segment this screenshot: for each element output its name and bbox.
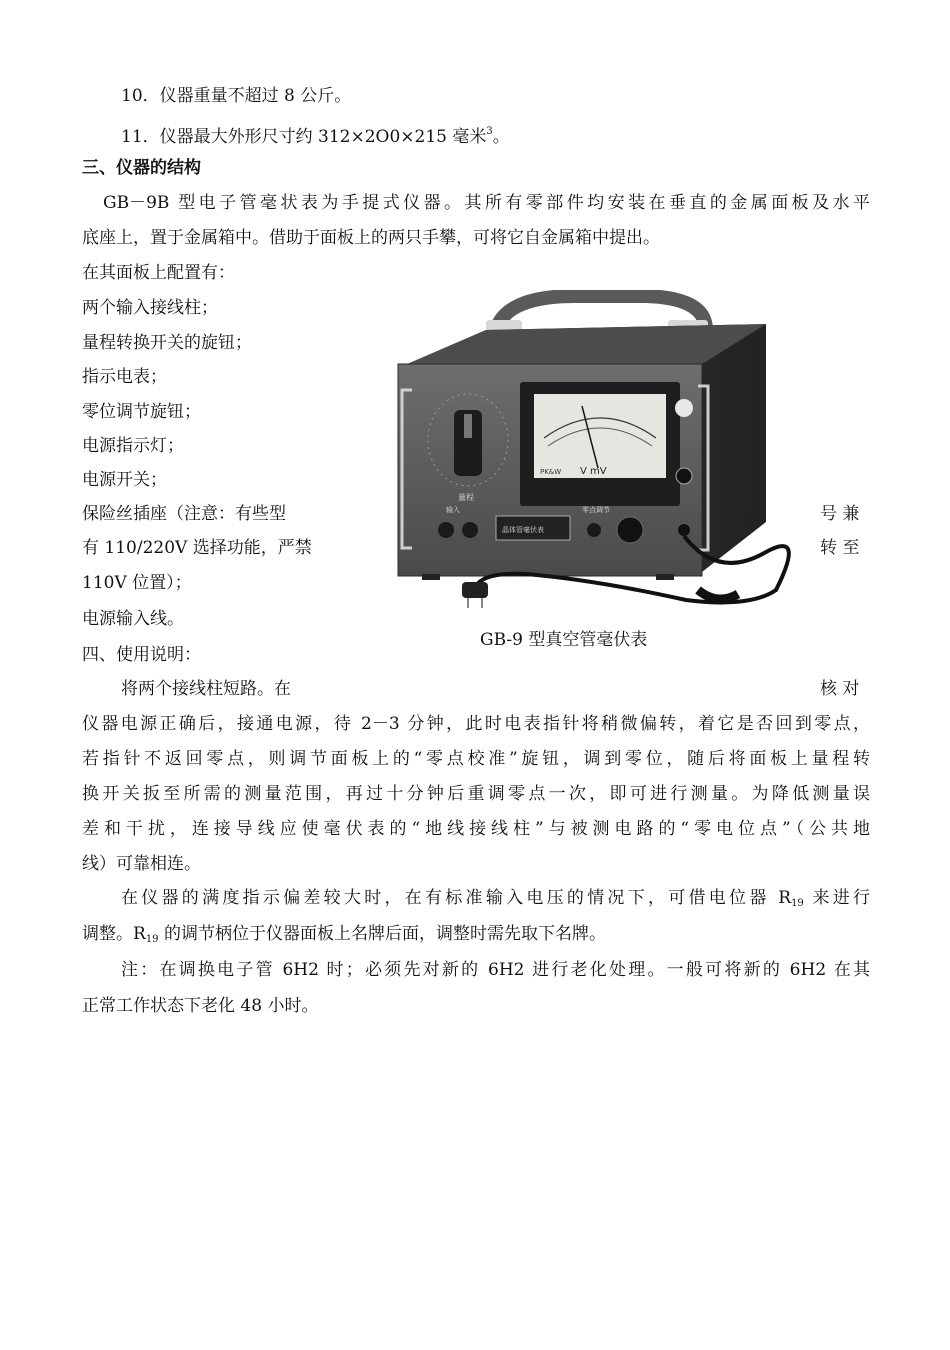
- panel-item: 零位调节旋钮；: [82, 402, 201, 422]
- panel-item: 有 110/220V 选择功能，严禁: [82, 538, 312, 558]
- usage-line: 换开关扳至所需的测量范围，再过十分钟后重调零点一次，即可进行测量。为降低测量误: [82, 784, 870, 804]
- usage-line: 仪器电源正确后，接通电源，待 2－3 分钟，此时电表指针将稍微偏转，着它是否回到零点，: [82, 714, 870, 734]
- power-cord-coil: [698, 590, 738, 599]
- calibration-line2: 调整。$R_{19}$ 的调节柄位于仪器面板上名牌后面，调整时需先取下名牌。: [82, 924, 606, 945]
- note-line2: 正常工作状态下老化 48 小时。: [82, 996, 319, 1016]
- zero-label: 零点调节: [582, 506, 610, 514]
- power-plug: [462, 582, 488, 598]
- meter-unit: V mV: [580, 466, 607, 477]
- panel-item: 电源指示灯；: [82, 436, 184, 456]
- foot: [422, 574, 440, 580]
- note-line1: 注：在调换电子管 6H2 时；必须先对新的 6H2 进行老化处理。一般可将新的 6H2 在其: [121, 960, 870, 980]
- usage-line: 将两个接线柱短路。在: [121, 679, 291, 699]
- spec-item-weight: 10．仪器重量不超过 8 公斤。: [121, 86, 352, 106]
- panel-item-wrap: 号 兼: [820, 504, 860, 524]
- calibration-line1: 在仪器的满度指示偏差较大时，在有标准输入电压的情况下，可借电位器 $R_{19}$ 来进行: [121, 888, 871, 909]
- usage-line: 线）可靠相连。: [82, 854, 201, 874]
- input-label: 输入: [446, 506, 460, 514]
- millivoltmeter-photo: [346, 290, 810, 620]
- panel-item: 指示电表；: [82, 367, 167, 387]
- section-heading-usage: 四、使用说明：: [82, 645, 201, 665]
- panel-item: 量程转换开关的旋钮；: [82, 333, 252, 353]
- input-terminal-1: [438, 522, 454, 538]
- power-switch: [676, 468, 692, 484]
- paragraph-structure-line1: GB－9B 型电子管毫状表为手提式仪器。其所有零部件均安装在垂直的金属面板及水平: [103, 193, 870, 213]
- nameplate-text: 晶体管毫伏表: [502, 526, 544, 534]
- panel-item: 两个输入接线柱；: [82, 298, 218, 318]
- power-indicator-lamp: [675, 399, 693, 417]
- panel-item-wrap: 转 至: [820, 538, 860, 558]
- meter-brand: PK&W: [540, 468, 562, 476]
- foot: [656, 574, 674, 580]
- fuse-holder: [678, 524, 690, 536]
- panel-intro: 在其面板上配置有：: [82, 263, 235, 283]
- input-terminal-2: [462, 522, 478, 538]
- range-knob-pointer: [464, 414, 472, 438]
- usage-line: 差和干扰，连接导线应使毫伏表的“地线接线柱”与被测电路的“零电位点”（公共地: [82, 819, 870, 839]
- zero-adjust-knob: [617, 517, 643, 543]
- photo-caption: GB-9 型真空管毫伏表: [480, 630, 648, 650]
- panel-item: 110V 位置）；: [82, 573, 192, 593]
- usage-line: 若指针不返回零点，则调节面板上的“零点校准”旋钮，调到零位，随后将面板上量程转: [82, 749, 870, 769]
- usage-line-wrap: 核 对: [820, 679, 860, 699]
- zero-adjust-small: [587, 523, 601, 537]
- paragraph-structure-line2: 底座上，置于金属箱中。借助于面板上的两只手攀，可将它自金属箱中提出。: [82, 228, 660, 248]
- panel-item: 电源开关；: [82, 470, 167, 490]
- section-heading-structure: 三、仪器的结构: [82, 158, 201, 178]
- spec-item-size: 11．仪器最大外形尺寸约 312×2O0×215 毫米$^3$。: [121, 126, 510, 147]
- panel-item: 保险丝插座（注意：有些型: [82, 504, 286, 524]
- range-label: 量程: [458, 493, 474, 502]
- panel-item: 电源输入线。: [82, 609, 184, 629]
